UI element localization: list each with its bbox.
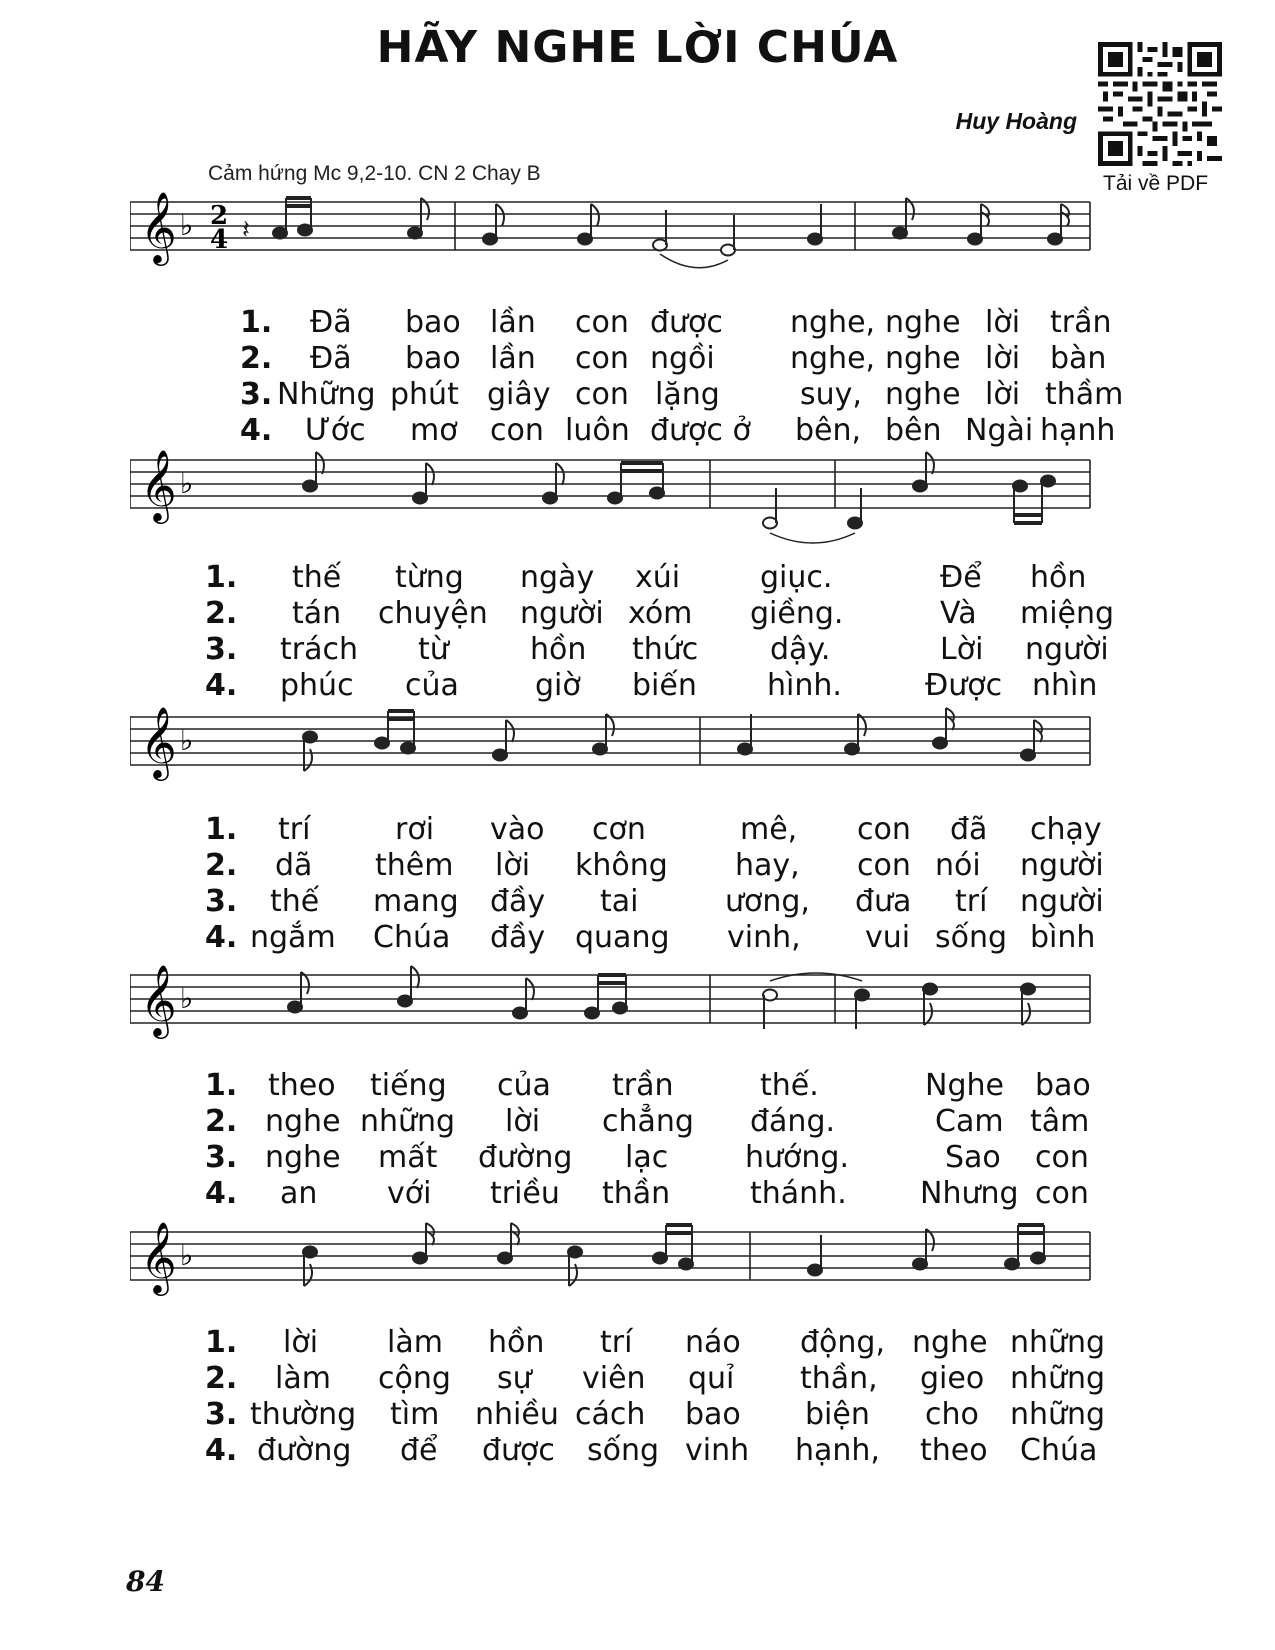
flat-icon: ♭ [180, 209, 194, 242]
treble-clef-icon: 𝄞 [140, 963, 177, 1036]
download-pdf-link[interactable]: Tải về PDF [1103, 172, 1209, 195]
time-signature: 2 [210, 201, 229, 231]
qr-code-icon[interactable] [1098, 42, 1222, 166]
flat-icon: ♭ [180, 467, 194, 500]
staff-system-3 [130, 705, 1140, 815]
staff-system-1 [130, 190, 1140, 300]
flat-icon: ♭ [180, 982, 194, 1015]
treble-clef-icon: 𝄞 [140, 448, 177, 521]
page-number: 84 [126, 1565, 165, 1598]
flat-icon: ♭ [180, 724, 194, 757]
treble-clef-icon: 𝄞 [140, 705, 177, 778]
scripture-source: Cảm hứng Mc 9,2-10. CN 2 Chay B [208, 162, 541, 185]
svg-text:4: 4 [210, 225, 229, 255]
song-title: HÃY NGHE LỜI CHÚA [376, 22, 899, 73]
treble-clef-icon: 𝄞 [140, 1220, 177, 1293]
composer-name: Huy Hoàng [955, 108, 1077, 134]
rest-icon: 𝄽 [242, 215, 250, 245]
staff-system-5 [130, 1220, 1140, 1330]
staff-system-2 [130, 448, 1140, 558]
flat-icon: ♭ [180, 1239, 194, 1272]
staff-system-4 [130, 963, 1140, 1073]
treble-clef-icon: 𝄞 [140, 190, 177, 263]
